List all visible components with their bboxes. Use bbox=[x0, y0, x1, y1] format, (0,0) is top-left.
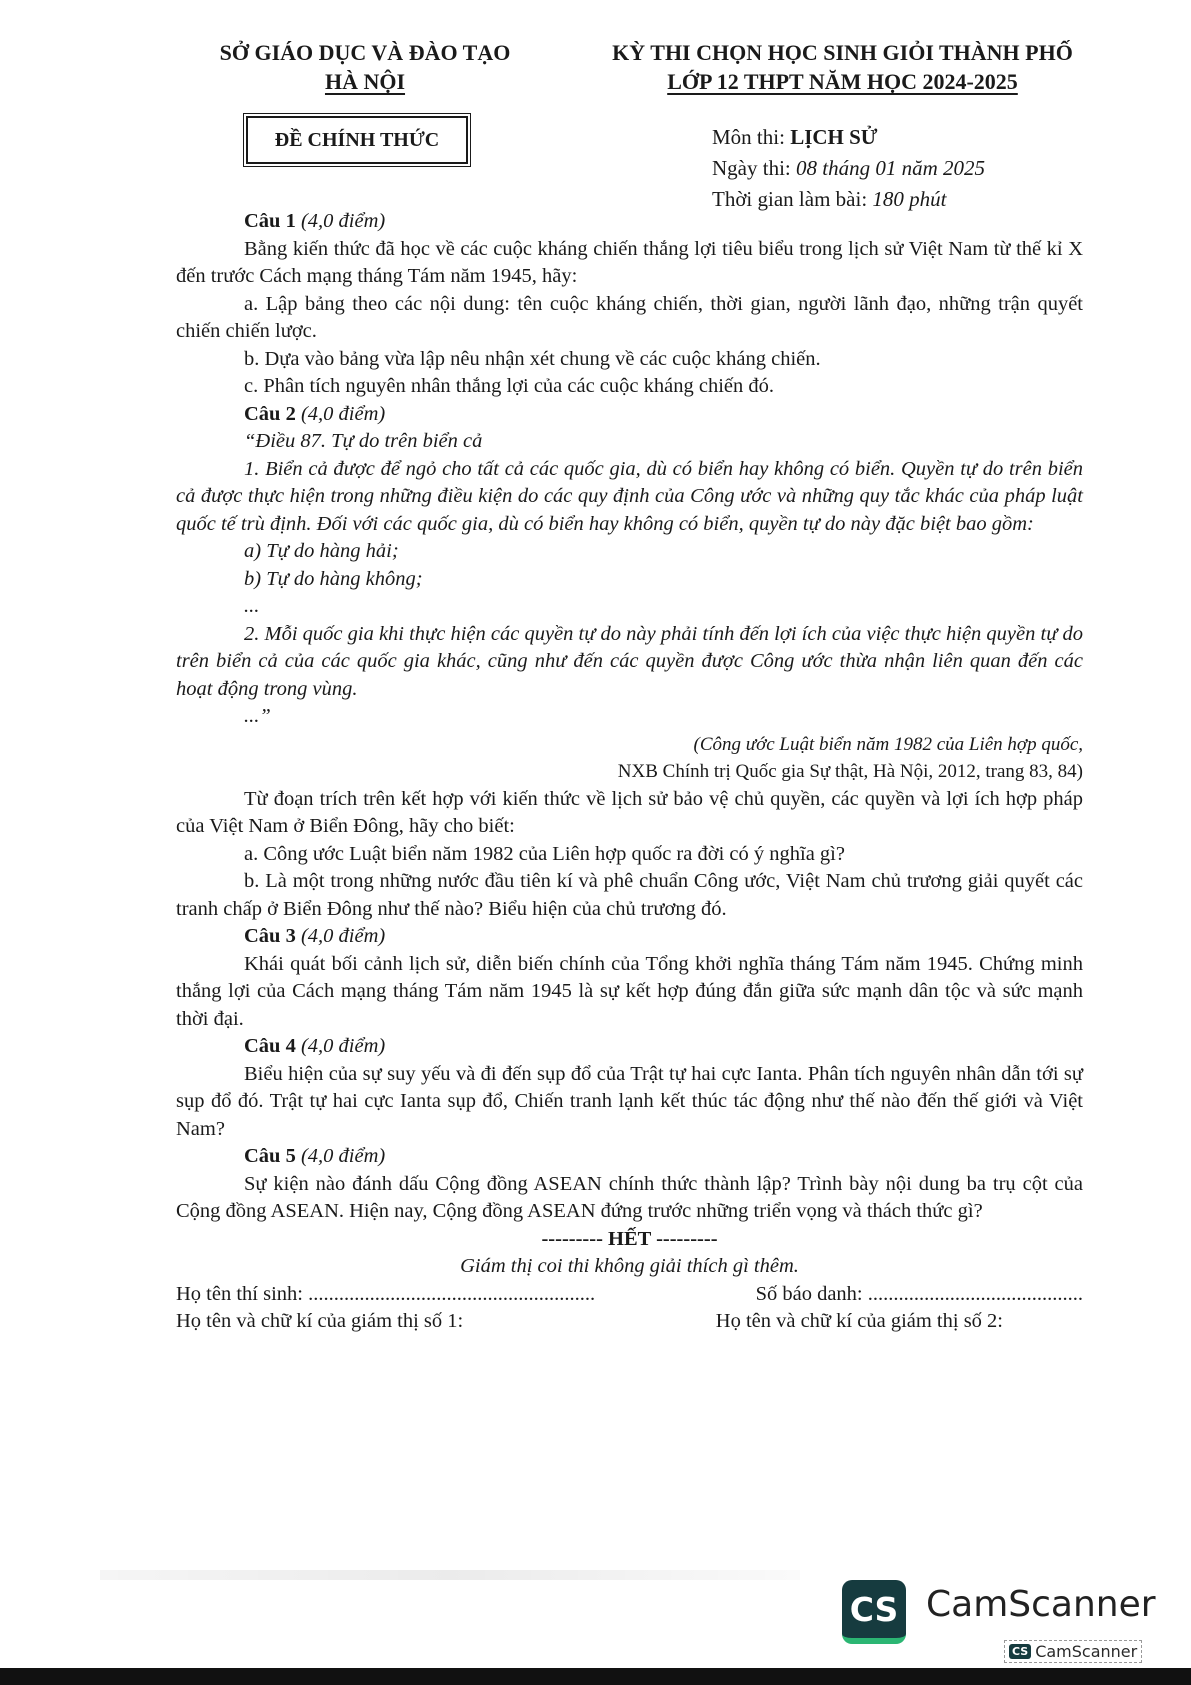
official-exam-box: ĐỀ CHÍNH THỨC bbox=[246, 116, 468, 164]
question-1-part-a: a. Lập bảng theo các nội dung: tên cuộc kháng chiến, thời gian, người lãnh đạo, những trận quyết chiến chiến lược. bbox=[176, 292, 1083, 342]
question-5-title: Câu 5 bbox=[244, 1145, 296, 1167]
time-label: Thời gian làm bài: bbox=[712, 187, 868, 211]
candidate-number-field: Số báo danh: .......................................... bbox=[755, 1282, 1083, 1305]
question-3-heading bbox=[176, 923, 1083, 951]
exam-name: KỲ THI CHỌN HỌC SINH GIỎI THÀNH PHỐ bbox=[612, 40, 1073, 65]
quote-item-b: b) Tự do hàng không; bbox=[244, 567, 423, 590]
time-value: 180 phút bbox=[872, 187, 947, 211]
invigilator-2-field: Họ tên và chữ kí của giám thị số 2: bbox=[715, 1310, 1003, 1332]
camscanner-small-name: CamScanner bbox=[1035, 1642, 1138, 1661]
invigilator-row bbox=[176, 1308, 1083, 1336]
question-3-text: Khái quát bối cảnh lịch sử, diễn biến chính của Tổng khởi nghĩa tháng Tám năm 1945. Chứng minh thắng lợi của Cách mạng tháng Tám năm 1945 là sự kết hợp đúng đắn giữa sức mạnh dân tộc và sức mạnh thời đại. bbox=[176, 952, 1083, 1030]
camscanner-logo-icon: CS bbox=[842, 1580, 906, 1644]
camscanner-name: CamScanner bbox=[926, 1584, 1156, 1625]
quote-paragraph-1: 1. Biển cả được để ngỏ cho tất cả các quốc gia, dù có biển hay không có biển. Quyền tự do trên biển cả được thực hiện trong những điều kiện do các quy định của Công ước và những quy tắc khác của pháp luật quốc tế trù định. Đối với các quốc gia, dù có biển hay không có biển, quyền tự do này đặc biệt bao gồm: bbox=[176, 457, 1083, 535]
question-1-title: Câu 1 bbox=[244, 210, 296, 232]
date-value: 08 tháng 01 năm 2025 bbox=[796, 156, 985, 180]
exam-grade-year: LỚP 12 THPT NĂM HỌC 2024-2025 bbox=[667, 69, 1018, 94]
subject-value: LỊCH SỬ bbox=[790, 125, 878, 149]
question-1-part-c: c. Phân tích nguyên nhân thắng lợi của các cuộc kháng chiến đó. bbox=[244, 375, 774, 397]
exam-header bbox=[570, 38, 1115, 96]
end-marker: --------- HẾT --------- bbox=[541, 1227, 718, 1250]
invigilator-1-field: Họ tên và chữ kí của giám thị số 1: bbox=[176, 1310, 464, 1332]
question-2-title: Câu 2 bbox=[244, 402, 296, 425]
question-5-heading bbox=[176, 1143, 1083, 1171]
camscanner-small-badge bbox=[1004, 1640, 1142, 1663]
question-1-heading bbox=[176, 208, 1083, 236]
quote-closing: ...” bbox=[244, 705, 271, 727]
invigilator-note: Giám thị coi thi không giải thích gì thêm. bbox=[460, 1255, 799, 1277]
question-4-points: (4,0 điểm) bbox=[300, 1035, 386, 1057]
quote-title: “Điều 87. Tự do trên biển cả bbox=[244, 430, 483, 452]
date-label: Ngày thi: bbox=[712, 156, 791, 180]
question-4-heading bbox=[176, 1033, 1083, 1061]
subject-label: Môn thi: bbox=[712, 125, 785, 149]
department-header bbox=[190, 38, 540, 96]
scan-smudge bbox=[100, 1570, 800, 1580]
question-4-title: Câu 4 bbox=[244, 1035, 296, 1057]
question-4-text: Biểu hiện của sự suy yếu và đi đến sụp đổ của Trật tự hai cực Ianta. Phân tích nguyên nhân dẫn tới sự sụp đổ đó. Trật tự hai cực Ianta sụp đổ, Chiến tranh lạnh kết thúc tác động như thế nào đến thế giới và Việt Nam? bbox=[176, 1062, 1083, 1140]
quote-source bbox=[176, 731, 1083, 786]
camscanner-watermark bbox=[842, 1578, 1167, 1672]
candidate-name-field: Họ tên thí sinh: ........................................................ bbox=[176, 1282, 596, 1305]
exam-meta bbox=[712, 122, 985, 215]
city-name: HÀ NỘI bbox=[324, 69, 406, 94]
quote-ellipsis: ... bbox=[244, 595, 260, 617]
question-1-points: (4,0 điểm) bbox=[300, 210, 386, 232]
question-3-title: Câu 3 bbox=[244, 925, 296, 947]
question-1-part-b: b. Dựa vào bảng vừa lập nêu nhận xét chung về các cuộc kháng chiến. bbox=[244, 347, 821, 370]
question-5-points: (4,0 điểm) bbox=[300, 1145, 386, 1167]
quote-item-a: a) Tự do hàng hải; bbox=[244, 540, 399, 562]
question-2-points: (4,0 điểm) bbox=[300, 402, 386, 425]
quote-paragraph-2: 2. Mỗi quốc gia khi thực hiện các quyền tự do này phải tính đến lợi ích của việc thực hiện quyền tự do trên biển cả của các quốc gia khác, cũng như đến các quyền được Công ước thừa nhận liên quan đến các hoạt động trong vùng. bbox=[176, 622, 1083, 700]
question-1-intro: Bằng kiến thức đã học về các cuộc kháng chiến thắng lợi tiêu biểu trong lịch sử Việt Nam từ thế kỉ X đến trước Cách mạng tháng Tám năm 1945, hãy: bbox=[176, 237, 1083, 287]
quote-source-title: (Công ước Luật biển năm 1982 của Liên hợp quốc, bbox=[693, 733, 1083, 755]
scan-edge bbox=[0, 1668, 1191, 1685]
question-2-part-b: b. Là một trong những nước đầu tiên kí và phê chuẩn Công ước, Việt Nam chủ trương giải quyết các tranh chấp ở Biển Đông như thế nào? Biểu hiện của chủ trương đó. bbox=[176, 870, 1083, 920]
exam-body bbox=[176, 208, 1083, 1336]
question-2-part-a: a. Công ước Luật biển năm 1982 của Liên hợp quốc ra đời có ý nghĩa gì? bbox=[244, 842, 845, 865]
question-3-points: (4,0 điểm) bbox=[300, 925, 386, 947]
camscanner-small-logo-icon: CS bbox=[1009, 1644, 1031, 1659]
question-5-text: Sự kiện nào đánh dấu Cộng đồng ASEAN chính thức thành lập? Trình bày nội dung ba trụ cột của Cộng đồng ASEAN. Hiện nay, Cộng đồng ASEAN đứng trước những triển vọng và thách thức gì? bbox=[176, 1172, 1083, 1222]
candidate-row bbox=[176, 1281, 1083, 1309]
quote-source-publisher: NXB Chính trị Quốc gia Sự thật, Hà Nội, 2012, trang 83, 84) bbox=[617, 761, 1083, 782]
question-2-heading bbox=[176, 401, 1083, 429]
question-2-intro: Từ đoạn trích trên kết hợp với kiến thức về lịch sử bảo vệ chủ quyền, các quyền và lợi ích hợp pháp của Việt Nam ở Biển Đông, hãy cho biết: bbox=[176, 787, 1083, 837]
department-name: SỞ GIÁO DỤC VÀ ĐÀO TẠO bbox=[219, 40, 511, 65]
